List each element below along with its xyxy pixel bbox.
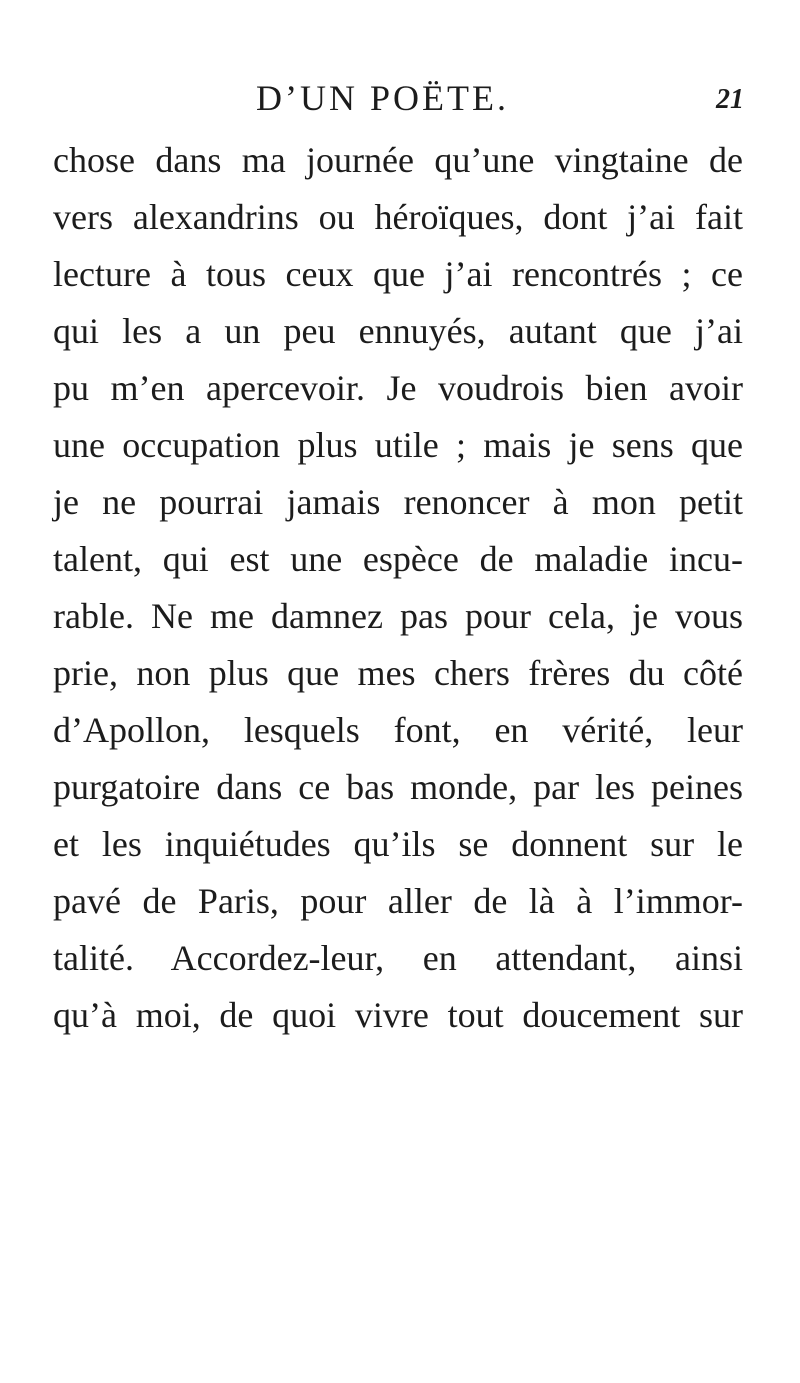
text-line: d’Apollon, lesquels font, en vérité, leur [53,710,743,750]
text-line: purgatoire dans ce bas monde, par les peines [53,767,743,807]
text-line: et les inquiétudes qu’ils se donnent sur le [53,824,743,864]
text-line: qui les a un peu ennuyés, autant que j’ai [53,311,743,351]
text-line: pavé de Paris, pour aller de là à l’immor- [53,881,743,921]
text-line: pu m’en apercevoir. Je voudrois bien avoir [53,368,743,408]
text-line: rable. Ne me damnez pas pour cela, je vous [53,596,743,636]
text-line: lecture à tous ceux que j’ai rencontrés ; ce [53,254,743,294]
text-line: qu’à moi, de quoi vivre tout doucement sur [53,995,743,1035]
text-line: vers alexandrins ou héroïques, dont j’ai fait [53,197,743,237]
body-text [53,132,743,1044]
text-line: prie, non plus que mes chers frères du côté [53,653,743,693]
page-number: 21 [716,84,744,115]
running-head [0,78,800,128]
text-line: chose dans ma journée qu’une vingtaine de [53,140,743,180]
text-line: je ne pourrai jamais renoncer à mon petit [53,482,743,522]
running-title: D’UN POËTE. [256,78,509,118]
text-line: talité. Accordez-leur, en attendant, ainsi [53,938,743,978]
text-line: talent, qui est une espèce de maladie incu- [53,539,743,579]
text-line: une occupation plus utile ; mais je sens que [53,425,743,465]
